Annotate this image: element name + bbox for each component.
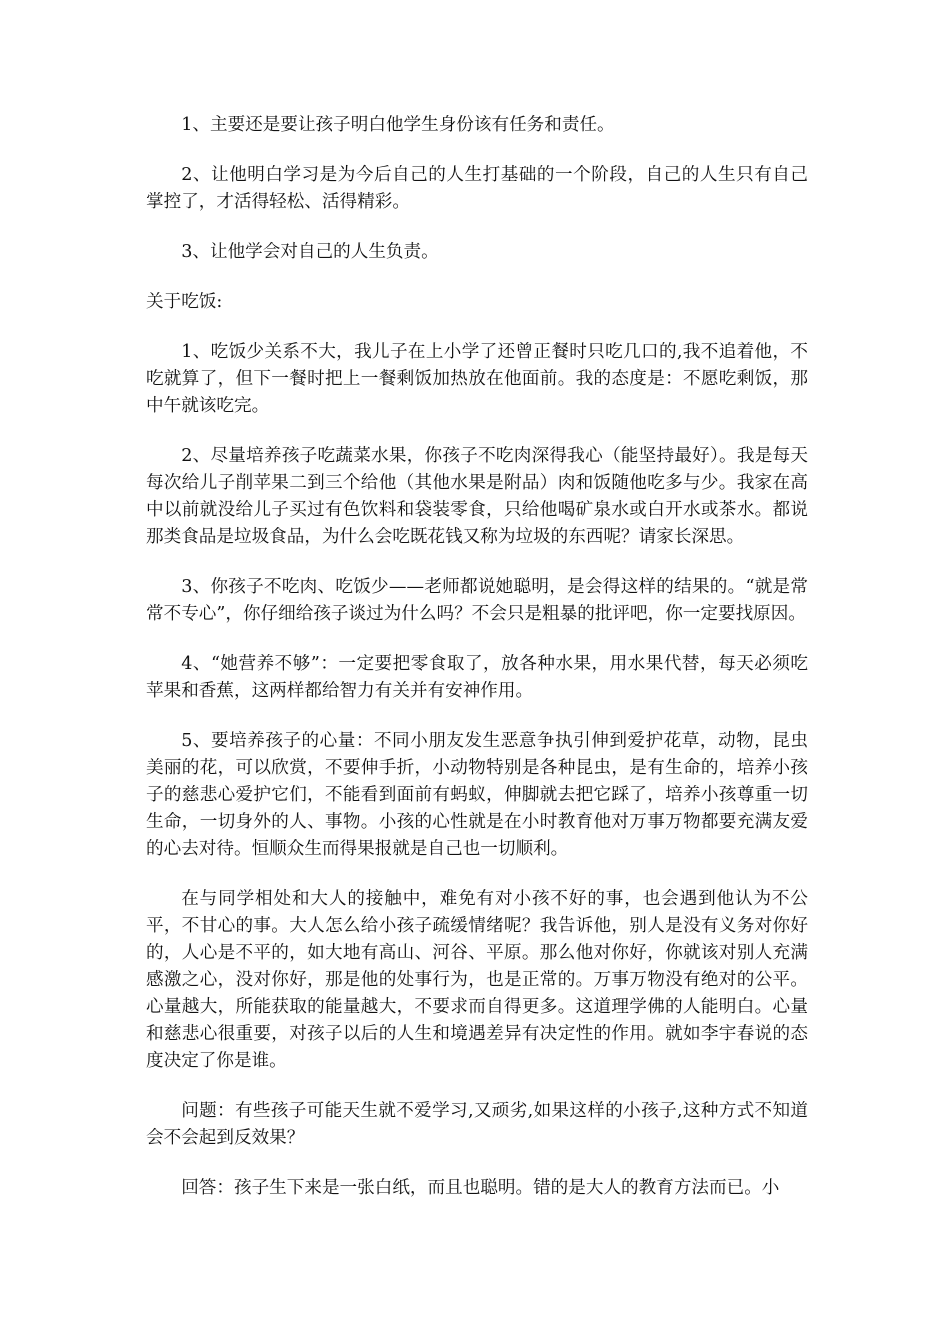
paragraph-item-3: 3、让他学会对自己的人生负责。 — [181, 242, 439, 262]
paragraph-eating-4: 4、“她营养不够”：一定要把零食取了，放各种水果，用水果代替，每天必须吃苹果和香蕉，这两样都给智力有关并有安神作用。 — [146, 654, 808, 701]
paragraph-answer: 回答：孩子生下来是一张白纸，而且也聪明。错的是大人的教育方法而已。小 — [181, 1178, 780, 1198]
paragraph-question: 问题：有些孩子可能天生就不爱学习,又顽劣,如果这样的小孩子,这种方式不知道会不会起到反效果？ — [146, 1101, 808, 1148]
paragraph-eating-5: 5、要培养孩子的心量：不同小朋友发生恶意争执引伸到爱护花草，动物，昆虫美丽的花，可以欣赏，不要伸手折，小动物特别是各种昆虫，是有生命的，培养小孩子的慈悲心爱护它们，不能看到面前有蚂蚁，伸脚就去把它踩了，培养小孩尊重一切生命，一切身外的人、事物。小孩的心性就是在小时教育他对万事万物都要充满友爱的心去对待。恒顺众生而得果报就是自己也一切顺利。 — [146, 731, 808, 859]
paragraph-peer-relations: 在与同学相处和大人的接触中，难免有对小孩不好的事，也会遇到他认为不公平，不甘心的事。大人怎么给小孩子疏缓情绪呢？我告诉他，别人是没有义务对你好的，人心是不平的，如大地有高山、河谷、平原。那么他对你好，你就该对别人充满感激之心，没对你好，那是他的处事行为，也是正常的。万事万物没有绝对的公平。心量越大，所能获取的能量越大，不要求而自得更多。这道理学佛的人能明白。心量和慈悲心很重要，对孩子以后的人生和境遇差异有决定性的作用。就如李宇春说的态度决定了你是谁。 — [146, 889, 808, 1071]
paragraph-eating-3: 3、你孩子不吃肉、吃饭少——老师都说她聪明，是会得这样的结果的。“就是常常不专心”，你仔细给孩子谈过为什么吗？不会只是粗暴的批评吧，你一定要找原因。 — [146, 577, 808, 624]
section-heading-eating: 关于吃饭: — [146, 292, 223, 312]
paragraph-eating-1: 1、吃饭少关系不大，我儿子在上小学了还曾正餐时只吃几口的,我不追着他，不吃就算了，但下一餐时把上一餐剩饭加热放在他面前。我的态度是：不愿吃剩饭，那中午就该吃完。 — [146, 342, 808, 416]
paragraph-eating-2: 2、尽量培养孩子吃蔬菜水果，你孩子不吃肉深得我心（能坚持最好）。我是每天每次给儿子削苹果二到三个给他（其他水果是附品）肉和饭随他吃多与少。我家在高中以前就没给儿子买过有色饮料和袋装零食，只给他喝矿泉水或白开水或茶水。都说那类食品是垃圾食品，为什么会吃既花钱又称为垃圾的东西呢？请家长深思。 — [146, 446, 808, 547]
paragraph-item-1: 1、主要还是要让孩子明白他学生身份该有任务和责任。 — [181, 115, 615, 135]
paragraph-item-2: 2、让他明白学习是为今后自己的人生打基础的一个阶段，自己的人生只有自己掌控了，才活得轻松、活得精彩。 — [146, 165, 808, 212]
document-body — [146, 112, 808, 1225]
